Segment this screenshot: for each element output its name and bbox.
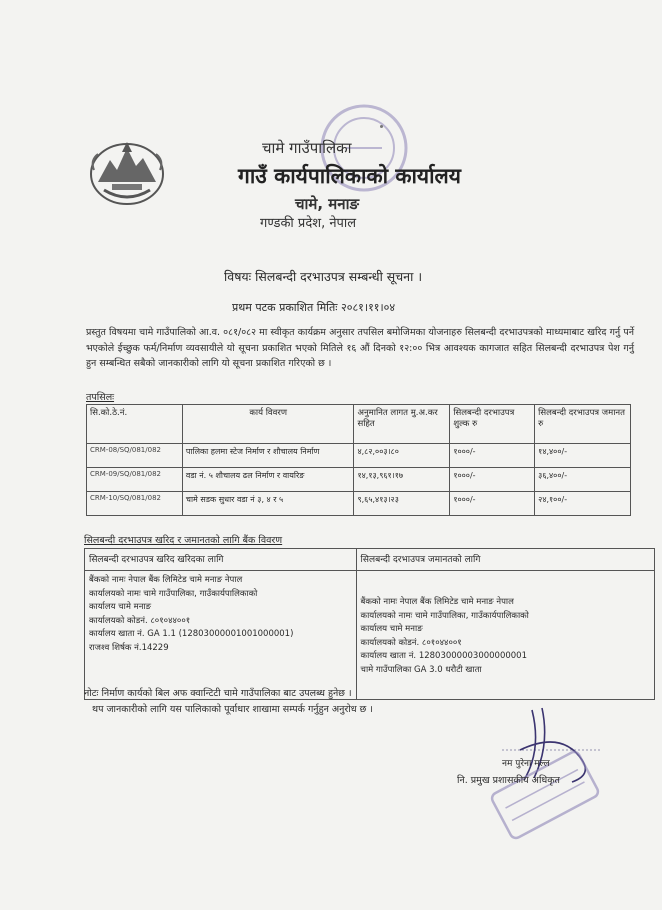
column-header: कार्य विवरण <box>182 405 354 444</box>
bank-line: बैंकको नामः नेपाल बैंक लिमिटेड चामे मनाङ नेपाल <box>360 597 514 607</box>
purchase-header: सिलबन्दी दरभाउपत्र खरिद खरिदका लागि <box>85 549 357 571</box>
contract-code: CRM-09/SQ/081/082 <box>87 468 183 492</box>
column-header: सिलबन्दी दरभाउपत्र शुल्क रु <box>450 405 535 444</box>
bank-line: कार्यालयको नामः चामे गाउँपालिका, गाउँकार्यपालिकाको <box>360 610 529 621</box>
bank-line: कार्यालय चामे मनाङ <box>360 624 423 634</box>
bid-fee: १०००/- <box>450 492 535 516</box>
details-label: तपसिलः <box>86 392 115 403</box>
publish-date: प्रथम पटक प्रकाशित मितिः २०८१।११।०४ <box>232 301 396 314</box>
bank-details-title: सिलबन्दी दरभाउपत्र खरिद र जमानतको लागि बैंक विवरण <box>84 535 283 546</box>
table-row <box>87 468 631 492</box>
table-row <box>87 444 631 468</box>
bank-line: कार्यालय खाता नं. GA 1.1 (12803000001001000001) <box>89 629 294 639</box>
works-table <box>86 404 631 516</box>
bank-line: कार्यालयको कोडनं. ८०१०४४००१ <box>89 615 191 626</box>
bank-line: राजश्व शिर्षक नं.14229 <box>89 642 169 653</box>
office-name: गाउँ कार्यपालिकाको कार्यालय <box>238 164 461 188</box>
cost-estimate: १४,१३,९६१।१७ <box>354 468 450 492</box>
signatory-name: नम पुरेना मल्ल <box>502 759 550 769</box>
work-description: वडा नं. ५ शौचालय ढल निर्माण र वायरिङ <box>182 468 354 492</box>
purchase-bank-details <box>85 571 357 700</box>
bank-line: कार्यालयको कोडनं. ८०१०४४००१ <box>360 637 462 648</box>
nepal-emblem-icon <box>86 130 168 212</box>
table-header-row <box>85 549 655 571</box>
bid-fee: १०००/- <box>450 444 535 468</box>
bank-table <box>84 548 655 700</box>
column-header: अनुमानित लागत मु.अ.कर सहित <box>354 405 450 444</box>
cost-estimate: ९,६५,४१३।२३ <box>354 492 450 516</box>
ink-dot <box>380 125 383 128</box>
bid-deposit: २४,१००/- <box>535 492 631 516</box>
contract-code: CRM-08/SQ/081/082 <box>87 444 183 468</box>
work-description: चामे सडक सुधार वडा नं ३, ४ र ५ <box>182 492 354 516</box>
column-header: सि.को.ठे.नं. <box>87 405 183 444</box>
bank-line: कार्यालय चामे मनाङ <box>89 602 152 612</box>
deposit-header: सिलबन्दी दरभाउपत्र जमानतको लागि <box>356 549 654 571</box>
table-header-row <box>87 405 631 444</box>
deposit-bank-details <box>356 571 654 700</box>
bank-line: कार्यालयको नामः चामे गाउँपालिका, गाउँकार्यपालिकाको <box>89 588 258 599</box>
table-row <box>85 571 655 700</box>
intro-paragraph: प्रस्तुत विषयमा चामे गाउँपालिको आ.व. ०८१/०८२ मा स्वीकृत कार्यक्रम अनुसार तपसिल बमोजिमका योजनाहरु सिलबन्दी दरभाउपत्रको माध्यमाबाट खरिद गर्नु पर्ने भएकोले ईच्छुक फर्म/निर्माण व्यवसायीले यो सूचना प्रकाशित भएको मितिले १६ औं दिनको १२:०० भित्र आवश्यक कागजात सहित सिलबन्दी दरभाउपत्र पेश गर्नु हुन सम्बन्धित सबैको जानकारीको लागि यो सूचना प्रकाशित गरिएको छ । <box>86 327 634 369</box>
bid-deposit: ३६,४००/- <box>535 468 631 492</box>
table-row <box>87 492 631 516</box>
note-boq: नोटः निर्माण कार्यको बिल अफ क्वान्टिटी चामे गाउँपालिका बाट उपलब्ध हुनेछ । <box>84 688 352 699</box>
column-header: सिलबन्दी दरभाउपत्र जमानत रु <box>535 405 631 444</box>
bid-deposit: १४,४००/- <box>535 444 631 468</box>
bank-line: बैंकको नामः नेपाल बैंक लिमिटेड चामे मनाङ नेपाल <box>89 575 243 585</box>
bank-line: कार्यालय खाता नं. 12803000003000000001 <box>360 651 527 661</box>
bank-line: चामे गाउँपालिका GA 3.0 धरौटी खाता <box>360 664 482 675</box>
cost-estimate: ४,८२,००३।८० <box>354 444 450 468</box>
contract-code: CRM-10/SQ/081/082 <box>87 492 183 516</box>
rural-municipality-name: चामे गाउँपालिका <box>262 139 352 157</box>
province-name: गण्डकी प्रदेश, नेपाल <box>260 216 357 231</box>
bid-fee: १०००/- <box>450 468 535 492</box>
note-contact: थप जानकारीको लागि यस पालिकाको पूर्वाधार शाखामा सम्पर्क गर्नुहुन अनुरोध छ । <box>92 704 373 715</box>
office-location: चामे, मनाङ <box>295 195 360 213</box>
notice-subject: विषयः सिलबन्दी दरभाउपत्र सम्बन्धी सूचना । <box>224 269 423 284</box>
work-description: पालिका हलमा स्टेज निर्माण र शौचालय निर्माण <box>182 444 354 468</box>
signatory-title: नि. प्रमुख प्रशासकीय अधिकृत <box>457 775 560 786</box>
